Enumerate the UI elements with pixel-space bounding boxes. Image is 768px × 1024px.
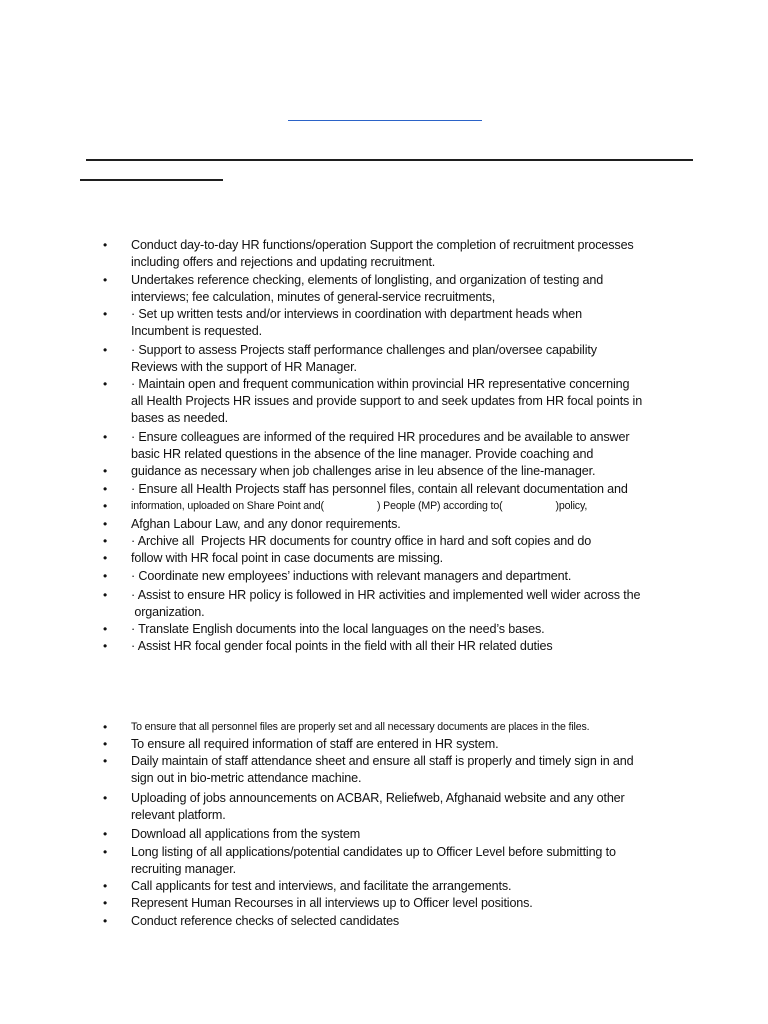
bullet-icon: • [103,551,108,565]
bullet-icon: • [103,845,108,859]
bullet-icon: • [103,791,108,805]
bullet-icon: • [103,879,108,893]
bullet-icon: • [103,517,108,531]
bullet-icon: • [103,377,108,391]
bullet-icon: • [103,343,108,357]
header-rule [86,159,693,161]
bullet-icon: • [103,827,108,841]
bullet-icon: • [103,482,108,496]
bullet-icon: • [103,569,108,583]
bullet-icon: • [103,622,108,636]
bullet-icon: • [103,307,108,321]
bullet-icon: • [103,238,108,252]
bullet-icon: • [103,430,108,444]
bullet-icon: • [103,896,108,910]
bullet-icon: • [103,639,108,653]
bullet-icon: • [103,534,108,548]
bullet-icon: • [103,273,108,287]
section-heading-underline [80,179,223,181]
bullet-icon: • [103,588,108,602]
bullet-icon: • [103,499,108,513]
bullet-icon: • [103,737,108,751]
bullet-icon: • [103,464,108,478]
bullet-icon: • [103,754,108,768]
bullet-icon: • [103,720,108,734]
bullet-icon: • [103,914,108,928]
hyperlink-underline[interactable] [288,120,482,121]
